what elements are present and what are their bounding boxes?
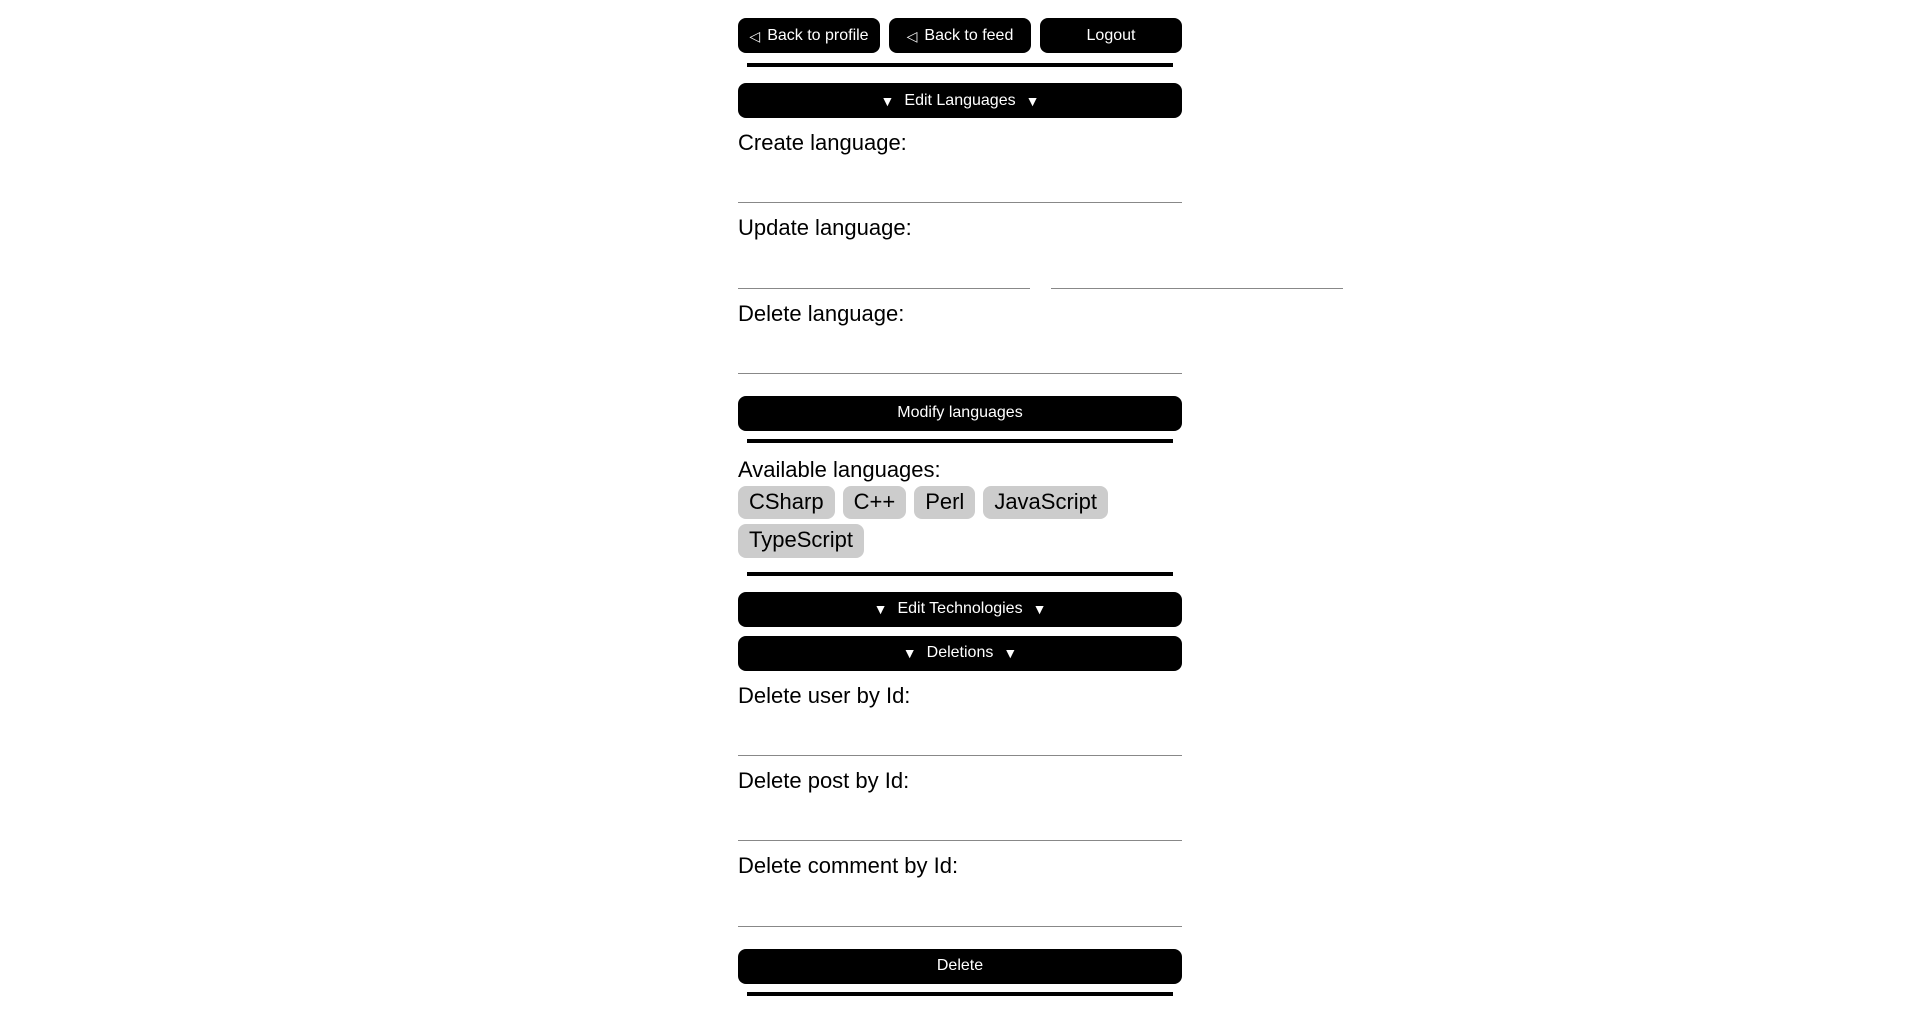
divider — [747, 992, 1173, 996]
update-language-input-2[interactable] — [1051, 249, 1343, 289]
available-languages-list — [738, 486, 1182, 558]
chevron-down-icon: ▼ — [873, 601, 888, 618]
edit-languages-toggle-label: Edit Languages — [904, 91, 1016, 109]
update-language-inputs — [738, 241, 1182, 289]
divider — [747, 572, 1173, 576]
deletions-toggle-label: Deletions — [926, 644, 994, 662]
edit-technologies-toggle[interactable] — [738, 592, 1182, 627]
delete-button[interactable]: Delete — [738, 949, 1182, 984]
delete-user-label: Delete user by Id: — [738, 682, 911, 708]
create-language-input[interactable] — [738, 163, 1182, 203]
edit-languages-toggle[interactable] — [738, 83, 1182, 118]
triangle-left-icon: ◁ — [906, 27, 918, 44]
delete-language-input[interactable] — [738, 334, 1182, 374]
language-tag: CSharp — [738, 486, 835, 519]
chevron-down-icon: ▼ — [902, 645, 917, 662]
language-tag: TypeScript — [738, 524, 864, 557]
delete-post-input[interactable] — [738, 801, 1182, 841]
back-to-feed-button[interactable] — [889, 18, 1031, 53]
edit-technologies-toggle-label: Edit Technologies — [897, 600, 1023, 618]
create-language-label: Create language: — [738, 130, 907, 155]
back-to-feed-label: Back to feed — [924, 26, 1014, 44]
admin-panel — [738, 0, 1182, 996]
chevron-down-icon: ▼ — [1032, 601, 1047, 618]
top-nav — [738, 18, 1182, 53]
modify-languages-button[interactable]: Modify languages — [738, 396, 1182, 431]
back-to-profile-label: Back to profile — [767, 26, 869, 44]
divider — [747, 439, 1173, 443]
chevron-down-icon: ▼ — [1025, 92, 1040, 109]
language-tag: JavaScript — [983, 486, 1108, 519]
delete-language-label: Delete language: — [738, 300, 905, 326]
chevron-down-icon: ▼ — [880, 92, 895, 109]
divider — [747, 63, 1173, 67]
delete-user-input[interactable] — [738, 716, 1182, 756]
back-to-profile-button[interactable] — [738, 18, 880, 53]
available-languages-label: Available languages: — [738, 456, 941, 482]
triangle-left-icon: ◁ — [749, 27, 761, 44]
update-language-label: Update language: — [738, 215, 912, 241]
deletions-toggle[interactable] — [738, 636, 1182, 671]
update-language-input-1[interactable] — [738, 249, 1030, 289]
chevron-down-icon: ▼ — [1003, 645, 1018, 662]
language-tag: C++ — [843, 486, 907, 519]
delete-comment-label: Delete comment by Id: — [738, 853, 959, 879]
logout-label: Logout — [1086, 26, 1136, 44]
delete-comment-input[interactable] — [738, 887, 1182, 927]
logout-button[interactable] — [1040, 18, 1182, 53]
language-tag: Perl — [914, 486, 975, 519]
delete-post-label: Delete post by Id: — [738, 768, 910, 794]
